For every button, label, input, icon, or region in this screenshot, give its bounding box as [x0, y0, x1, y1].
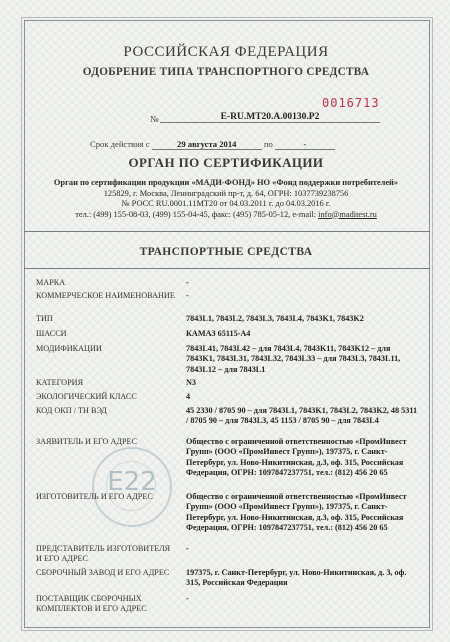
- field-value: Общество с ограниченной ответственностью «ПромИнвест Групп» (ООО «ПромИнвест Групп»), 197375, г. Санкт-Петербург, ул. Ново-Никитинская, д.3, оф. 315, Российская Федерация, ОГРН: 1097847237751, тел.: (812) 456 20 65: [186, 437, 407, 478]
- field-label: ИЗГОТОВИТЕЛЬ И ЕГО АДРЕС: [36, 492, 153, 501]
- approval-number-line: [150, 112, 320, 124]
- approval-number: E-RU.MT20.A.00130.P2: [160, 112, 380, 123]
- section-divider: [24, 231, 430, 232]
- field-label: ЭКОЛОГИЧЕСКИЙ КЛАСС: [36, 392, 137, 401]
- field-label: СБОРОЧНЫЙ ЗАВОД И ЕГО АДРЕС: [36, 568, 170, 577]
- validity-prefix: Срок действия с: [90, 139, 150, 149]
- field-value: -: [186, 278, 189, 287]
- field-label: КОД ОКП / ТН ВЭД: [36, 406, 107, 415]
- field-label: ПОСТАВЩИК СБОРОЧНЫХ КОМПЛЕКТОВ И ЕГО АДРЕС: [36, 594, 147, 614]
- field-value: 45 2330 / 8705 90 – для 7843L1, 7843K1, 7843L2, 7843K2, 48 5311 / 8705 90 – для 7843L3, 45 1153 / 8705 90 – для 7843L4: [186, 406, 418, 426]
- authority-contacts: [24, 210, 428, 221]
- field-value: -: [186, 291, 189, 300]
- field-label: ШАССИ: [36, 329, 67, 338]
- validity-to: -: [275, 139, 335, 150]
- authority-phones: тел.: (499) 155-08-03, (499) 155-04-45, факс: (495) 785-05-12, e-mail:: [75, 209, 317, 219]
- field-value: 7843L1, 7843L2, 7843L3, 7843L4, 7843K1, 7843K2: [186, 314, 364, 323]
- field-label: ЗАЯВИТЕЛЬ И ЕГО АДРЕС: [36, 437, 138, 446]
- authority-email-link[interactable]: info@maditest.ru: [318, 209, 377, 219]
- document-subtitle: ОДОБРЕНИЕ ТИПА ТРАНСПОРТНОГО СРЕДСТВА: [82, 66, 370, 78]
- section-divider-lower: [24, 268, 430, 269]
- authority-heading: ОРГАН ПО СЕРТИФИКАЦИИ: [128, 155, 324, 170]
- field-value: Общество с ограниченной ответственностью «ПромИнвест Групп» (ООО «ПромИнвест Групп»), 197375, г. Санкт-Петербург, ул. Ново-Никитинская, д.3, оф. 315, Российская Федерация, ОГРН: 1097847237751, тел.: (812) 456 20 65: [186, 492, 407, 533]
- section-heading: ТРАНСПОРТНЫЕ СРЕДСТВА: [139, 246, 313, 258]
- field-label: КАТЕГОРИЯ: [36, 378, 84, 387]
- field-label: МАРКА: [36, 278, 66, 287]
- field-value: 7843L41, 7843L42 – для 7843L4, 7843K11, 7843K12 – для 7843K1, 7843L31, 7843L32, 7843L33 – для 7843L3, 7843L11, 7843L12 – для 7843L1: [186, 344, 401, 374]
- field-value: -: [186, 544, 189, 553]
- e22-emblem: [92, 447, 172, 527]
- number-sign: №: [150, 114, 159, 124]
- field-value: -: [186, 594, 189, 603]
- emblem-text: E22: [107, 467, 157, 497]
- validity-from: 29 августа 2014: [152, 139, 262, 150]
- validity-to-label: по: [263, 139, 273, 149]
- field-value: N3: [186, 378, 197, 387]
- field-label: ТИП: [36, 314, 53, 323]
- authority-name: Орган по сертификации продукции «МАДИ-ФОНД» НО «Фонд поддержки потребителей»: [53, 178, 399, 187]
- field-value: 4: [186, 392, 191, 401]
- authority-accreditation: № РОСС RU.0001.11МТ20 от 04.03.2011 г. до 04.03.2016 г.: [121, 199, 331, 208]
- field-label: МОДИФИКАЦИИ: [36, 344, 102, 353]
- field-label: ПРЕДСТАВИТЕЛЬ ИЗГОТОВИТЕЛЯ И ЕГО АДРЕС: [36, 544, 171, 564]
- field-value: КАМАЗ 65115-А4: [186, 329, 251, 338]
- document-title: РОССИЙСКАЯ ФЕДЕРАЦИЯ: [123, 44, 329, 60]
- authority-address: 125829, г. Москва, Ленинградский пр-т, д. 64, ОГРН: 1037739238756: [103, 188, 349, 198]
- field-value: 197375, г. Санкт-Петербург, ул. Ново-Никитинская, д. 3, оф. 315, Российская Федерация: [186, 568, 407, 588]
- field-label: КОММЕРЧЕСКОЕ НАИМЕНОВАНИЕ: [36, 291, 175, 300]
- validity-line: [90, 139, 335, 150]
- serial-number: 0016713: [322, 96, 380, 110]
